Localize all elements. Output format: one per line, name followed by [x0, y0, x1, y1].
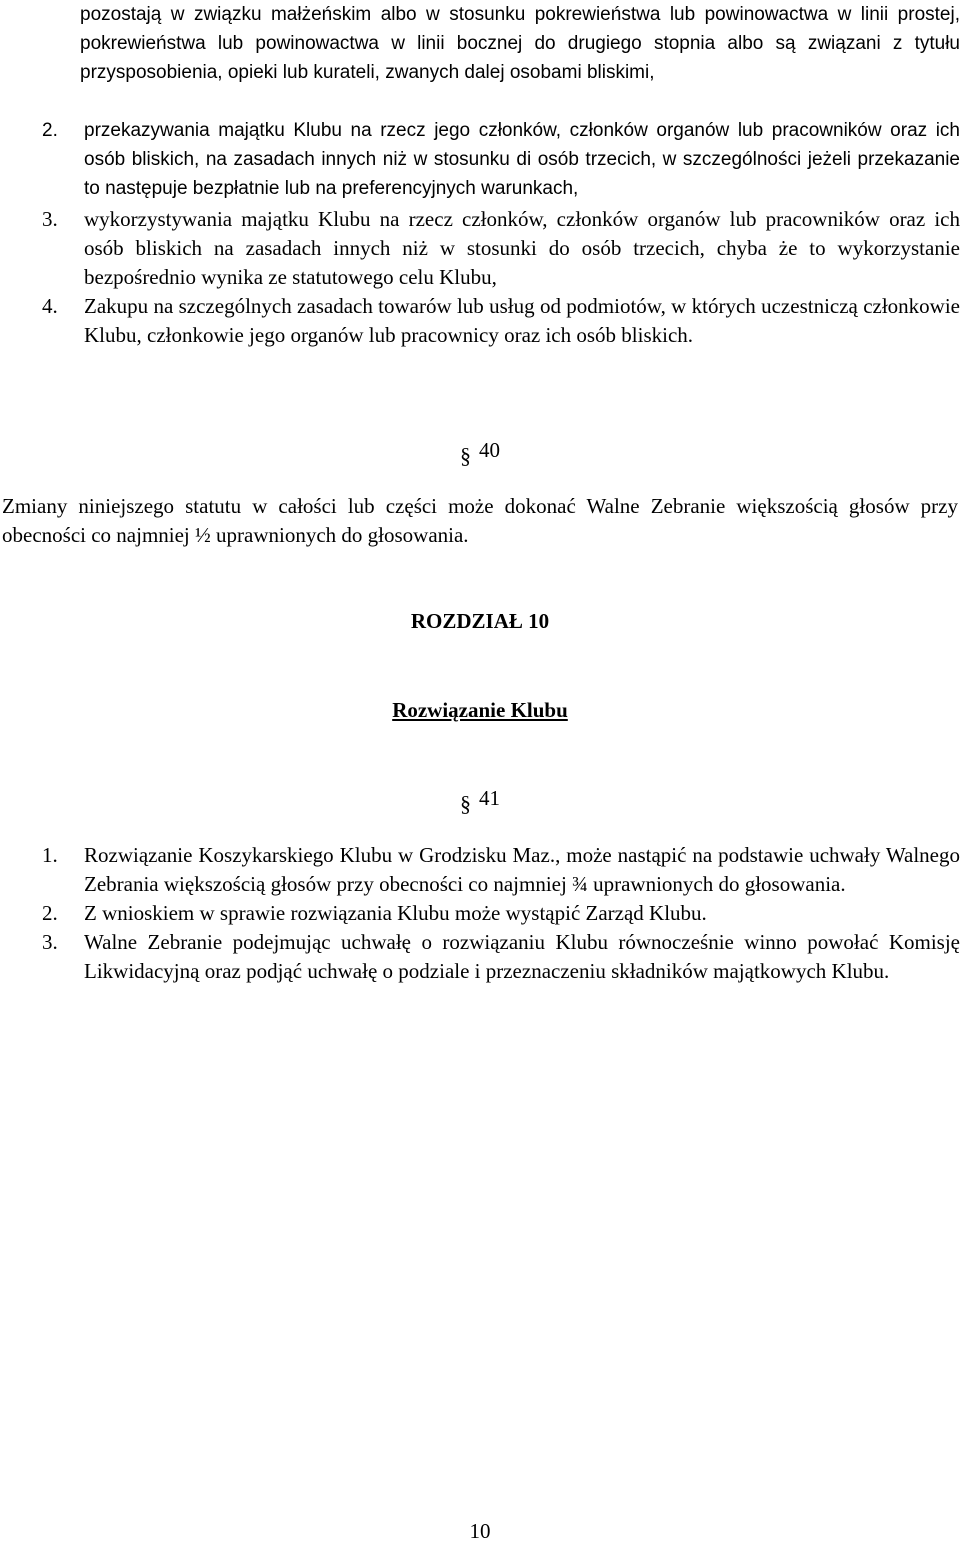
list-item-text: Rozwiązanie Koszykarskiego Klubu w Grodzisku Maz., może nastąpić na podstawie uchwały Walnego Zebrania większością głosów przy obecności co najmniej ¾ uprawnionych do głosowania. [84, 843, 960, 896]
list-item [38, 205, 960, 292]
list-item-text: Z wnioskiem w sprawie rozwiązania Klubu może wystąpić Zarząd Klubu. [84, 901, 707, 925]
list-item-text: przekazywania majątku Klubu na rzecz jego członków, członków organów lub pracowników oraz ich osób bliskich, na zasadach innych niż w stosunku di osób trzecich, w szczególności jeżeli przekazanie to następuje bezpłatnie lub na preferencyjnych warunkach, [84, 120, 960, 199]
list-item-text: Zakupu na szczególnych zasadach towarów lub usług od podmiotów, w których uczestniczą członkowie Klubu, członkowie jego organów lub pracownicy oraz ich osób bliskich. [84, 294, 960, 347]
restrictions-list [38, 116, 960, 350]
section-40-heading [460, 436, 580, 470]
list-item [38, 841, 960, 899]
list-item-number: 4. [42, 294, 58, 318]
list-item [38, 292, 960, 350]
list-item-number: 2. [42, 120, 58, 141]
section-40-text: Zmiany niniejszego statutu w całości lub części może dokonać Walne Zebranie większością głosów przy obecności co najmniej ½ uprawnionych do głosowania. [2, 494, 958, 547]
chapter-subtitle-text: Rozwiązanie Klubu [392, 698, 568, 722]
section-number: 41 [479, 786, 500, 810]
list-item [38, 899, 960, 928]
section-symbol: § [460, 791, 471, 816]
list-item-number: 3. [42, 207, 58, 231]
page-number: 10 [469, 1519, 491, 1543]
list-item [38, 116, 960, 203]
chapter-subtitle [0, 696, 960, 725]
intro-paragraph: pozostają w związku małżeńskim albo w stosunku pokrewieństwa lub powinowactwa w linii prostej, pokrewieństwa lub powinowactwa w linii bocznej do drugiego stopnia albo są związani z tytułu przysposobienia, opieki lub kurateli, zwanych dalej osobami bliskimi, [80, 4, 960, 83]
list-item-text: wykorzystywania majątku Klubu na rzecz członków, członków organów lub pracowników oraz ich osób bliskich na zasadach innych niż w stosunki do osób trzecich, chyba że to wykorzystanie bezpośrednio wynika ze statutowego celu Klubu, [84, 207, 960, 289]
section-symbol: § [460, 443, 471, 468]
section-number: 40 [479, 438, 500, 462]
list-item [38, 928, 960, 986]
list-item-number: 1. [42, 843, 58, 867]
list-item-text: Walne Zebranie podejmując uchwałę o rozwiązaniu Klubu równocześnie winno powołać Komisję Likwidacyjną oraz podjąć uchwałę o podziale i przeznaczeniu składników majątkowych Klubu. [84, 930, 960, 983]
list-item-number: 2. [42, 901, 58, 925]
dissolution-list [38, 841, 960, 986]
list-item-number: 3. [42, 930, 58, 954]
chapter-title: ROZDZIAŁ 10 [410, 609, 550, 633]
section-41-heading [460, 784, 580, 818]
